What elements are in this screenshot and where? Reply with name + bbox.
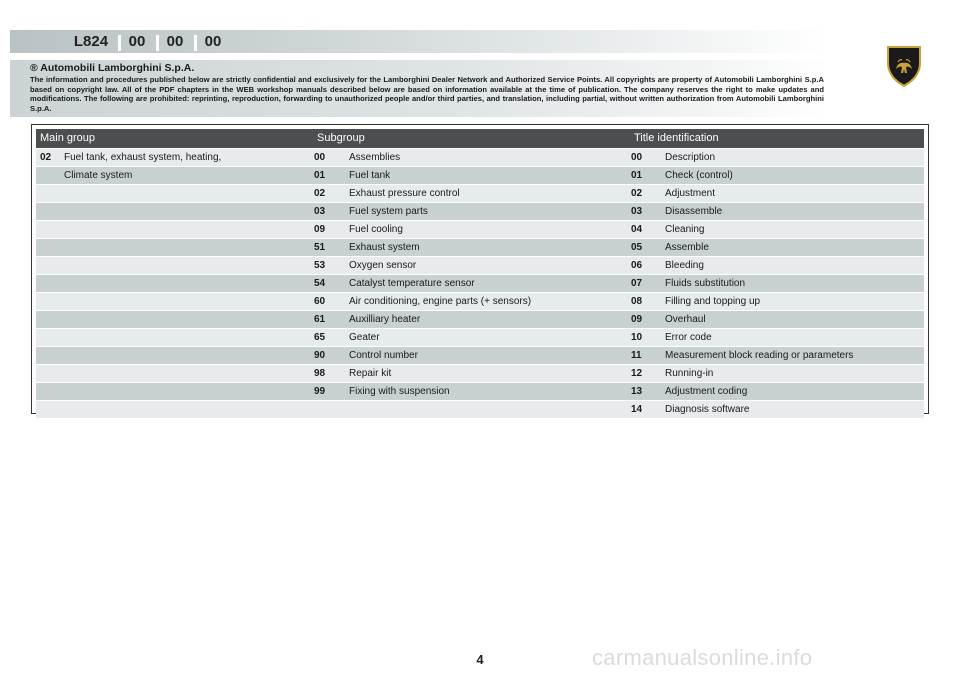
- subgroup-number: 03: [314, 206, 326, 217]
- subgroup-number: 65: [314, 332, 326, 343]
- title-number: 01: [631, 170, 643, 181]
- subgroup-number: 02: [314, 188, 326, 199]
- code-separator: [118, 35, 121, 51]
- table-row: [36, 401, 924, 418]
- title-number: 12: [631, 368, 643, 379]
- header-title-identification: Title identification: [634, 132, 719, 144]
- copyright-notice: [10, 60, 830, 117]
- subgroup-text: Exhaust system: [349, 242, 420, 253]
- title-number: 05: [631, 242, 643, 253]
- title-text: Assemble: [665, 242, 709, 253]
- title-text: Disassemble: [665, 206, 723, 217]
- title-number: 06: [631, 260, 643, 271]
- title-text: Running-in: [665, 368, 714, 379]
- title-text: Cleaning: [665, 224, 705, 235]
- subgroup-text: Fuel cooling: [349, 224, 403, 235]
- subgroup-text: Auxilliary heater: [349, 314, 421, 325]
- title-number: 13: [631, 386, 643, 397]
- lamborghini-logo: [884, 43, 924, 88]
- table-row: [36, 185, 924, 202]
- subgroup-text: Catalyst temperature sensor: [349, 278, 475, 289]
- title-text: Adjustment: [665, 188, 716, 199]
- table-row: [36, 149, 924, 166]
- subgroup-text: Exhaust pressure control: [349, 188, 460, 199]
- header-main-group: Main group: [40, 132, 96, 144]
- title-text: Fluids substitution: [665, 278, 746, 289]
- title-number: 02: [631, 188, 643, 199]
- watermark: carmanualsonline.info: [592, 645, 813, 670]
- subgroup-code: 00: [166, 33, 184, 50]
- table-row: [36, 203, 924, 220]
- title-text: Check (control): [665, 170, 733, 181]
- copyright-text: The information and procedures published below are strictly confidential and exclusively for the Lamborghini Dealer Network and Authorized Service Points. All copyrights are property of Automobili Lamborghini S.p.A based on copyright law. All of the PDF chapters in the WEB workshop manuals described below are based on information available at the time of publication. The company reserves the right to make updates and modifications. The following are prohibited: reprinting, reproduction, forwarding to unauthorized people and/or third parties, and translation, including partial, without written authorization from Automobili Lamborghini S.p.A.: [30, 75, 824, 113]
- table-row: [36, 293, 924, 310]
- table-row: [36, 239, 924, 256]
- title-number: 11: [631, 350, 642, 361]
- title-number: 07: [631, 278, 643, 289]
- subgroup-text: Fuel tank: [349, 170, 391, 181]
- table-row: [36, 221, 924, 238]
- subgroup-number: 00: [314, 152, 326, 163]
- title-number: 09: [631, 314, 643, 325]
- subgroup-number: 54: [314, 278, 326, 289]
- title-number: 08: [631, 296, 643, 307]
- table-row: [36, 347, 924, 364]
- subgroup-number: 99: [314, 386, 326, 397]
- table-row: [36, 383, 924, 400]
- page-number: 4: [476, 652, 484, 667]
- subgroup-number: 98: [314, 368, 326, 379]
- subgroup-text: Fixing with suspension: [349, 386, 450, 397]
- table-row: [36, 167, 924, 184]
- subgroup-text: Oxygen sensor: [349, 260, 417, 271]
- subgroup-text: Air conditioning, engine parts (+ sensors): [349, 296, 532, 307]
- group-code: 00: [128, 33, 146, 50]
- title-text: Filling and topping up: [665, 296, 761, 307]
- subgroup-text: Assemblies: [349, 152, 401, 163]
- table-row: [36, 275, 924, 292]
- code-separator: [194, 35, 197, 51]
- section-index-table: [31, 124, 929, 414]
- title-text: Diagnosis software: [665, 404, 750, 415]
- title-text: Bleeding: [665, 260, 704, 271]
- lamborghini-bull-shield-icon: [884, 43, 924, 88]
- title-text: Description: [665, 152, 716, 163]
- subgroup-number: 60: [314, 296, 326, 307]
- subgroup-text: Geater: [349, 332, 380, 343]
- subgroup-number: 61: [314, 314, 326, 325]
- subgroup-text: Control number: [349, 350, 418, 361]
- table-row: [36, 257, 924, 274]
- subgroup-number: 51: [314, 242, 326, 253]
- subgroup-number: 90: [314, 350, 326, 361]
- subgroup-text: Fuel system parts: [349, 206, 428, 217]
- title-text: Adjustment coding: [665, 386, 748, 397]
- subgroup-number: 09: [314, 224, 326, 235]
- title-text: Measurement block reading or parameters: [665, 350, 854, 361]
- title-number: 10: [631, 332, 643, 343]
- title-number: 14: [631, 404, 643, 415]
- subgroup-number: 53: [314, 260, 326, 271]
- table-row: [36, 365, 924, 382]
- title-text: Error code: [665, 332, 712, 343]
- table-row: [36, 329, 924, 346]
- title-text: Overhaul: [665, 314, 706, 325]
- subgroup-text: Repair kit: [349, 368, 392, 379]
- table-header: [36, 129, 924, 148]
- title-number: 03: [631, 206, 643, 217]
- document-code-bar: [10, 30, 830, 53]
- code-separator: [156, 35, 159, 51]
- copyright-title: ® Automobili Lamborghini S.p.A.: [30, 62, 195, 74]
- subgroup-number: 01: [314, 170, 326, 181]
- header-subgroup: Subgroup: [317, 132, 365, 144]
- title-number: 00: [631, 152, 643, 163]
- main-group-text: Climate system: [64, 170, 133, 181]
- main-group-text: Fuel tank, exhaust system, heating,: [64, 152, 222, 163]
- main-group-number: 02: [40, 152, 52, 163]
- table-row: [36, 311, 924, 328]
- title-code: 00: [204, 33, 222, 50]
- model-code: L824: [73, 33, 109, 50]
- title-number: 04: [631, 224, 643, 235]
